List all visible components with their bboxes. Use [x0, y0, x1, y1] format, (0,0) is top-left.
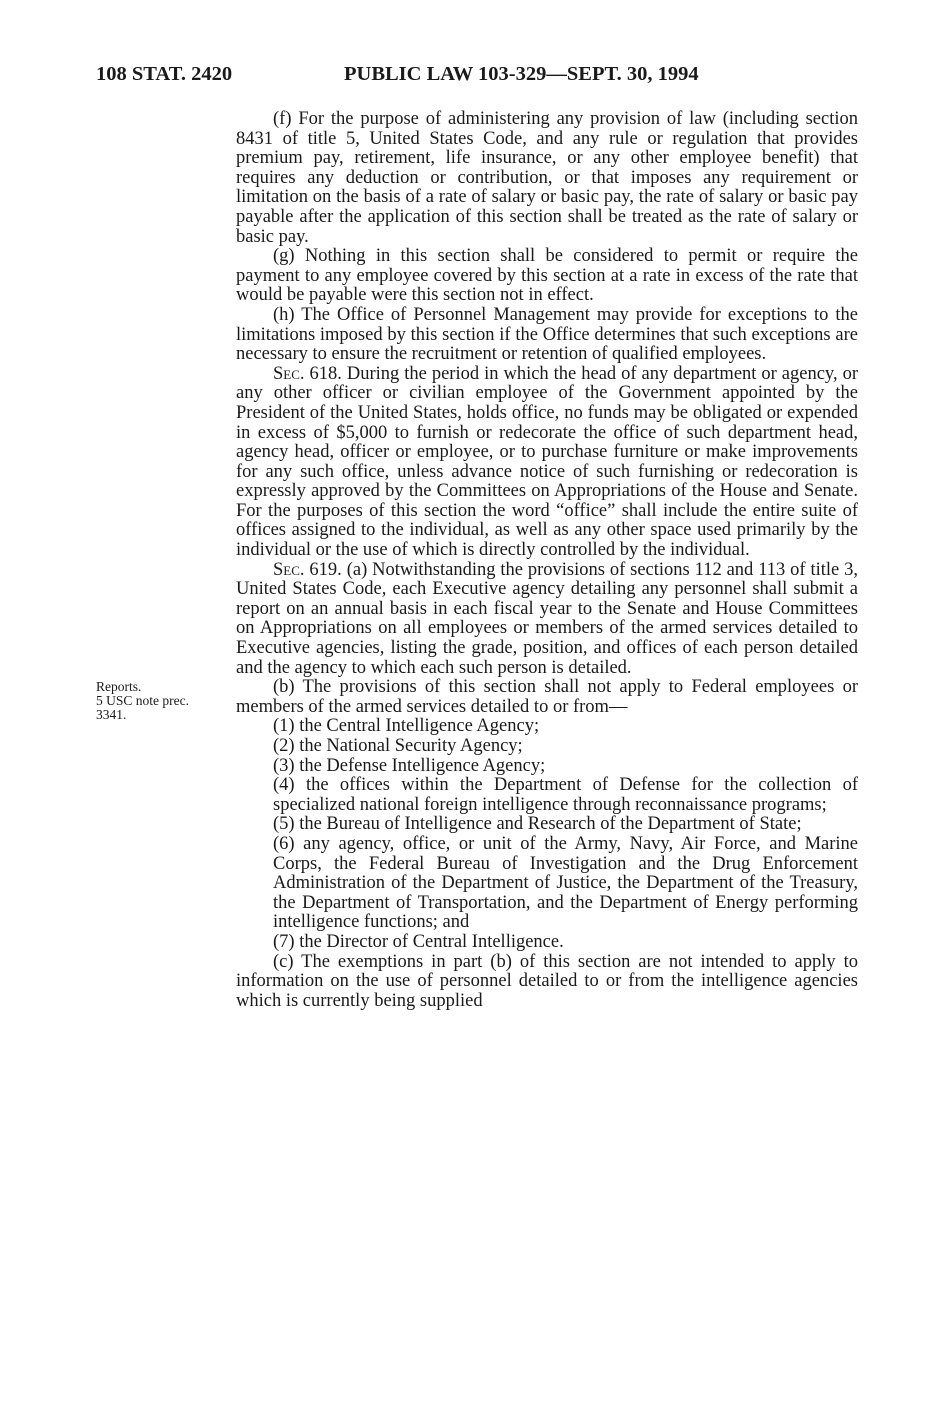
- paragraph-g: (g) Nothing in this section shall be considered to permit or require the payment to any employee covered by this section at a rate in excess of the rate that would be payable were this section not in effect.: [236, 246, 858, 306]
- list-item: (1) the Central Intelligence Agency;: [273, 716, 540, 737]
- paragraph-c: (c) The exemptions in part (b) of this section are not intended to apply to information on the use of personnel detailed to or from the intelligence agencies which is currently being supplied: [236, 951, 858, 1011]
- section-618-label: Sec. 618.: [273, 363, 342, 384]
- paragraph-f: (f) For the purpose of administering any provision of law (including section 8431 of title 5, United States Code, and any rule or regulation that provides premium pay, retirement, life insurance, or any other employee benefit) that requires any deduction or contribution, or that imposes any requirement or limitation on the basis of a rate of salary or basic pay, the rate of salary or basic pay payable after the application of this section shall be treated as the rate of salary or basic pay.: [236, 109, 858, 247]
- margin-note-line: Reports.: [96, 679, 142, 694]
- margin-note: [96, 680, 236, 722]
- paragraph-h: (h) The Office of Personnel Management may provide for exceptions to the limitations imposed by this section if the Office determines that such exceptions are necessary to ensure the recruitment or retention of qualified employees.: [236, 304, 858, 365]
- section-619: [236, 561, 858, 679]
- section-619-label: Sec. 619.: [273, 559, 342, 580]
- list-item: (4) the offices within the Department of Defense for the collection of specialized national foreign intelligence through reconnaissance programs;: [273, 775, 858, 815]
- body-text: [236, 110, 858, 1011]
- section-618-text: During the period in which the head of any department or agency, or any other officer or civilian employee of the Government appointed by the President of the United States, holds office, no funds may be obligated or expended in excess of $5,000 to furnish or redecorate the office of such department head, agency head, officer or employee, or to purchase furniture or make improvements for any such office, unless advance notice of such furnishing or redecoration is expressly approved by the Committees on Appropriations of the House and Senate. For the purposes of this section the word “office” shall include the entire suite of offices assigned to the individual, as well as any other space used primarily by the individual or the use of which is directly controlled by the individual.: [236, 363, 858, 561]
- law-title: PUBLIC LAW 103-329—SEPT. 30, 1994: [344, 63, 699, 85]
- paragraph-b: (b) The provisions of this section shall not apply to Federal employees or members of the armed services detailed to or from—: [236, 677, 858, 717]
- list-item: (2) the National Security Agency;: [273, 736, 523, 756]
- list-item: (7) the Director of Central Intelligence.: [273, 931, 564, 952]
- list-item: (5) the Bureau of Intelligence and Research of the Department of State;: [273, 814, 802, 835]
- list-item: (3) the Defense Intelligence Agency;: [273, 755, 546, 776]
- section-619-text: (a) Notwithstanding the provisions of sections 112 and 113 of title 3, United States Code, each Executive agency detailing any personnel shall submit a report on an annual basis in each fiscal year to the Senate and House Committees on Appropriations on all employees or members of the armed services detailed to Executive agencies, listing the grade, position, and offices of each person detailed and the agency to which each such person is detailed.: [236, 559, 858, 678]
- statute-reference: 108 STAT. 2420: [96, 63, 233, 85]
- margin-note-line: 5 USC note prec.: [96, 693, 189, 708]
- margin-note-line: 3341.: [96, 707, 127, 722]
- section-618: [236, 365, 858, 561]
- list-item: (6) any agency, office, or unit of the Army, Navy, Air Force, and Marine Corps, the Federal Bureau of Investigation and the Drug Enforcement Administration of the Department of Justice, the Department of the Treasury, the Department of Transportation, and the Department of Energy performing intelligence functions; and: [273, 833, 858, 933]
